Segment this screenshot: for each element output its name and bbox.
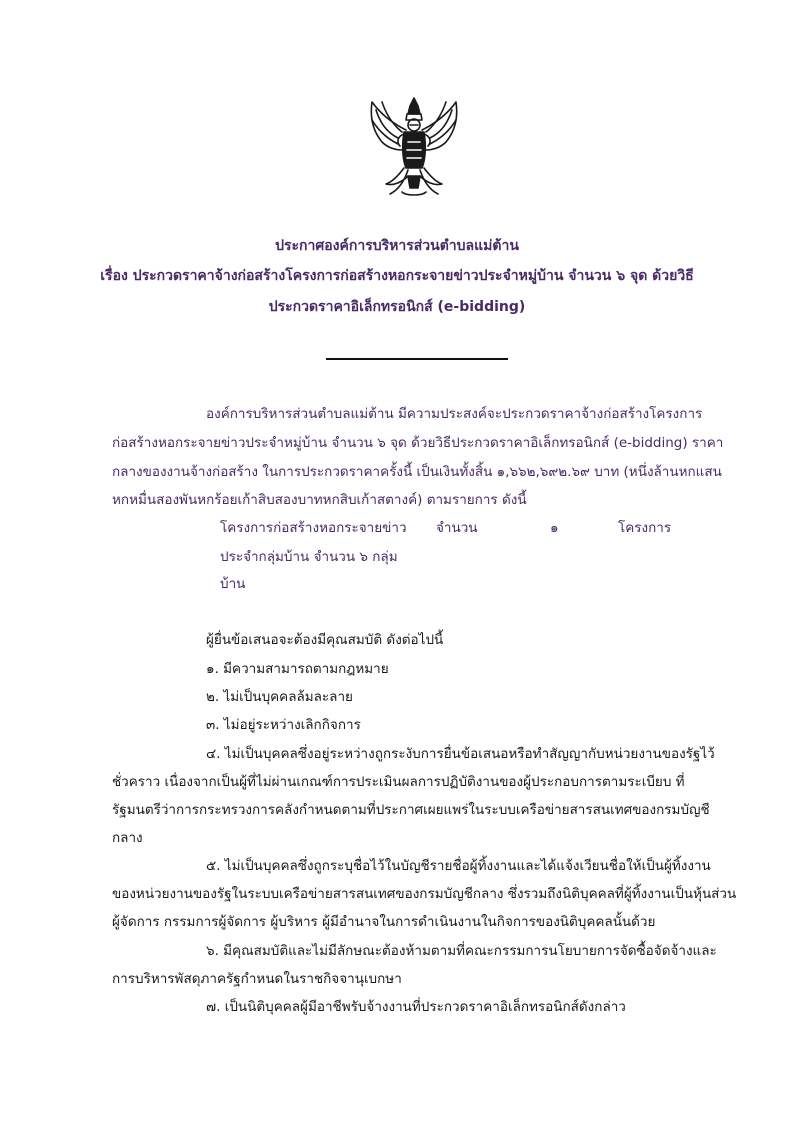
item-name-line-2: ประจำกลุ่มบ้าน จำนวน ๖ กลุ่ม bbox=[220, 549, 398, 565]
announcement-subject: เรื่อง ประกวดราคาจ้างก่อสร้างโครงการก่อสร้างหอกระจายข่าวประจำหมู่บ้าน จำนวน ๖ จุด ด้วยวิธี bbox=[100, 268, 694, 284]
qualification-5-line-2: ของหน่วยงานของรัฐในระบบเครือข่ายสารสนเทศของกรมบัญชีกลาง ซึ่งรวมถึงนิติบุคคลที่ผู้ทิ้งงานเป็นหุ้นส่วน bbox=[112, 886, 737, 902]
qualification-6-line-2: การบริหารพัสดุภาครัฐกำหนดในราชกิจจานุเบกษา bbox=[112, 971, 402, 987]
item-name-line-3: บ้าน bbox=[220, 576, 246, 592]
qualifications-heading: ผู้ยื่นข้อเสนอจะต้องมีคุณสมบัติ ดังต่อไปนี้ bbox=[206, 632, 444, 648]
item-name-line-1: โครงการก่อสร้างหอกระจายข่าว bbox=[220, 520, 407, 536]
garuda-emblem-icon bbox=[358, 92, 470, 204]
qualification-5-line-3: ผู้จัดการ กรรมการผู้จัดการ ผู้บริหาร ผู้มีอำนาจในการดำเนินงานในกิจการของนิติบุคคลนั้นด้วย bbox=[112, 914, 656, 930]
intro-line-1: องค์การบริหารส่วนตำบลแม่ต้าน มีความประสงค์จะประกวดราคาจ้างก่อสร้างโครงการ bbox=[206, 406, 703, 422]
announcement-title: ประกาศองค์การบริหารส่วนตำบลแม่ต้าน bbox=[275, 238, 519, 254]
item-unit: โครงการ bbox=[618, 520, 672, 536]
item-qty-value: ๑ bbox=[550, 520, 559, 536]
intro-line-3: กลางของงานจ้างก่อสร้าง ในการประกวดราคาครั้งนี้ เป็นเงินทั้งสิ้น ๑,๖๖๒,๖๙๒.๖๙ บาท (หนึ่งล้านหกแสน bbox=[112, 464, 722, 480]
qualification-1: ๑. มีความสามารถตามกฎหมาย bbox=[206, 661, 389, 677]
qualification-3: ๓. ไม่อยู่ระหว่างเลิกกิจการ bbox=[206, 717, 361, 733]
item-qty-label: จำนวน bbox=[436, 520, 478, 536]
qualification-4-line-4: กลาง bbox=[112, 830, 143, 846]
qualification-4-line-1: ๔. ไม่เป็นบุคคลซึ่งอยู่ระหว่างถูกระงับการยื่นข้อเสนอหรือทำสัญญากับหน่วยงานของรัฐไว้ bbox=[206, 746, 715, 762]
qualification-4-line-2: ชั่วคราว เนื่องจากเป็นผู้ที่ไม่ผ่านเกณฑ์การประเมินผลการปฏิบัติงานของผู้ประกอบการตามระเบียบ ที่ bbox=[112, 774, 685, 790]
qualification-7-line-1: ๗. เป็นนิติบุคคลผู้มีอาชีพรับจ้างงานที่ประกวดราคาอิเล็กทรอนิกส์ดังกล่าว bbox=[206, 999, 626, 1015]
title-divider bbox=[326, 358, 508, 360]
qualification-5-line-1: ๕. ไม่เป็นบุคคลซึ่งถูกระบุชื่อไว้ในบัญชีรายชื่อผู้ทิ้งงานและได้แจ้งเวียนชื่อให้เป็นผู้ทิ้งงาน bbox=[206, 858, 711, 874]
qualification-2: ๒. ไม่เป็นบุคคลล้มละลาย bbox=[206, 689, 353, 705]
qualification-4-line-3: รัฐมนตรีว่าการกระทรวงการคลังกำหนดตามที่ประกาศเผยแพร่ในระบบเครือข่ายสารสนเทศของกรมบัญชี bbox=[112, 802, 710, 818]
intro-line-2: ก่อสร้างหอกระจายข่าวประจำหมู่บ้าน จำนวน ๖ จุด ด้วยวิธีประกวดราคาอิเล็กทรอนิกส์ (e-bidding) ราคา bbox=[112, 435, 724, 451]
announcement-subject-cont: ประกวดราคาอิเล็กทรอนิกส์ (e-bidding) bbox=[268, 299, 526, 315]
intro-line-4: หกหมื่นสองพันหกร้อยเก้าสิบสองบาทหกสิบเก้าสตางค์) ตามรายการ ดังนี้ bbox=[112, 492, 527, 508]
qualification-6-line-1: ๖. มีคุณสมบัติและไม่มีลักษณะต้องห้ามตามที่คณะกรรมการนโยบายการจัดซื้อจัดจ้างและ bbox=[206, 943, 717, 959]
